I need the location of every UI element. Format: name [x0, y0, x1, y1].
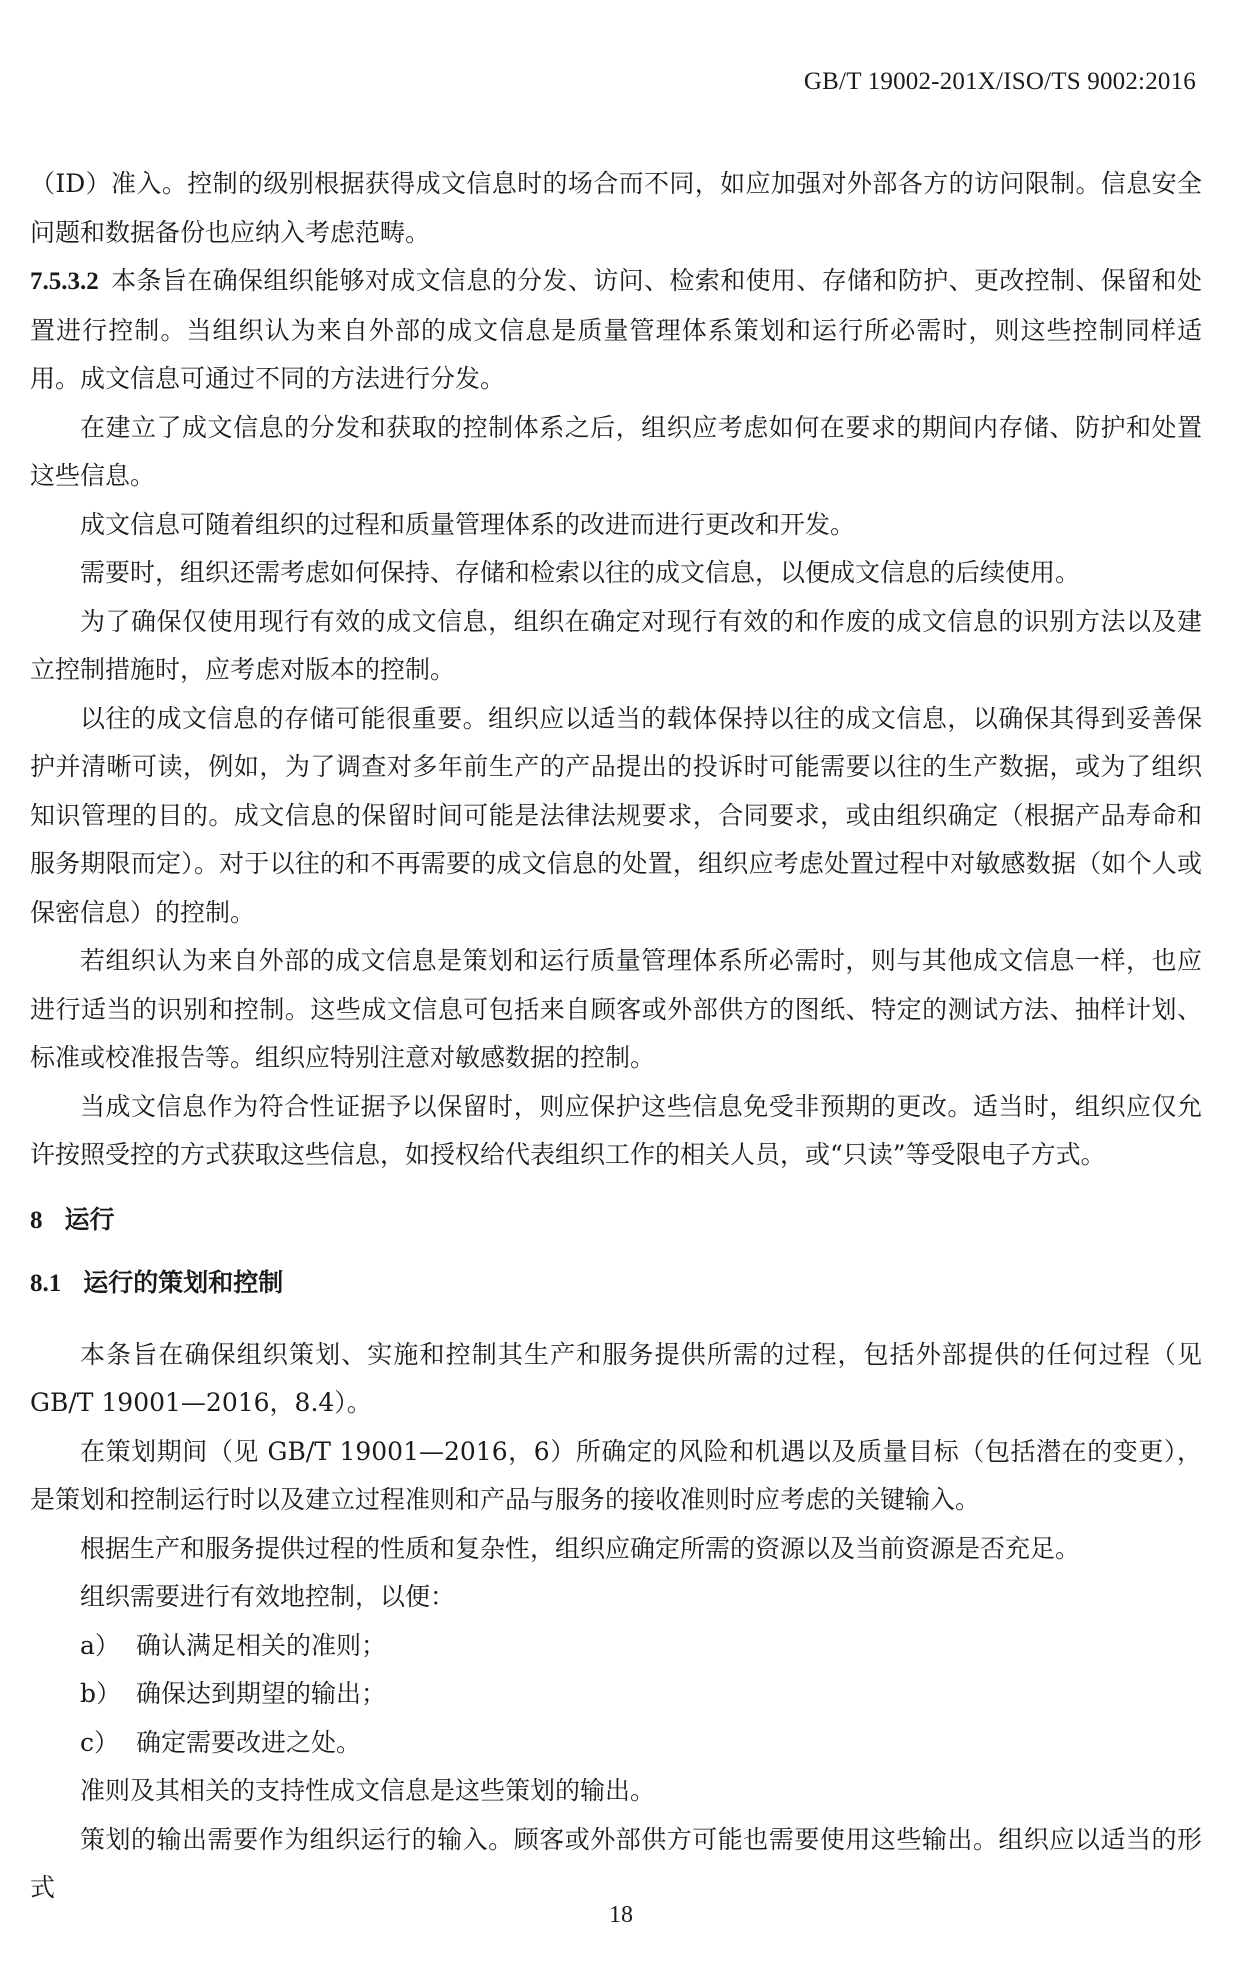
list-marker: b）: [80, 1679, 122, 1708]
list-text: 确认满足相关的准则；: [136, 1630, 387, 1660]
list-text: 确保达到期望的输出；: [136, 1679, 387, 1708]
section-8-heading: [30, 1196, 1202, 1246]
list-item: [30, 1670, 1202, 1719]
paragraph: 在策划期间（见 GB/T 19001—2016，6）所确定的风险和机遇以及质量目标（包括潜在的变更），是策划和控制运行时以及建立过程准则和产品与服务的接收准则时应考虑的关键输入。: [30, 1436, 1202, 1514]
section-number: 8: [30, 1206, 43, 1234]
paragraph: 组织需要进行有效地控制，以便：: [80, 1582, 456, 1611]
list-item: [30, 1622, 1202, 1671]
paragraph: 准则及其相关的支持性成文信息是这些策划的输出。: [80, 1776, 656, 1805]
section-title: 运行: [64, 1204, 115, 1234]
paragraph: 策划的输出需要作为组织运行的输入。顾客或外部供方可能也需要使用这些输出。组织应以适当的形式: [30, 1824, 1202, 1902]
section-number: 8.1: [30, 1270, 62, 1297]
clause-7-5-3-2: [30, 257, 1202, 404]
section-title: 运行的策划和控制: [83, 1268, 284, 1297]
page-number: 18: [609, 1902, 633, 1928]
clause-text: 本条旨在确保组织能够对成文信息的分发、访问、检索和使用、存储和防护、更改控制、保留和处置进行控制。当组织认为来自外部的成文信息是质量管理体系策划和运行所必需时，则这些控制同样适用。成文信息可通过不同的方法进行分发。: [30, 266, 1202, 393]
paragraph: 需要时，组织还需考虑如何保持、存储和检索以往的成文信息，以便成文信息的后续使用。: [80, 558, 1081, 587]
list-marker: a）: [80, 1630, 120, 1660]
list-text: 确定需要改进之处。: [136, 1727, 362, 1757]
paragraph: 为了确保仅使用现行有效的成文信息，组织在确定对现行有效的和作废的成文信息的识别方法以及建立控制措施时，应考虑对版本的控制。: [30, 606, 1202, 684]
section-8-1-heading: [30, 1259, 1202, 1309]
paragraph: 以往的成文信息的存储可能很重要。组织应以适当的载体保持以往的成文信息，以确保其得到妥善保护并清晰可读，例如，为了调查对多年前生产的产品提出的投诉时可能需要以往的生产数据，或为了组织知识管理的目的。成文信息的保留时间可能是法律法规要求，合同要求，或由组织确定（根据产品寿命和服务期限而定）。对于以往的和不再需要的成文信息的处置，组织应考虑处置过程中对敏感数据（如个人或保密信息）的控制。: [30, 703, 1202, 927]
document-body: [30, 160, 1202, 1913]
paragraph: 根据生产和服务提供过程的性质和复杂性，组织应确定所需的资源以及当前资源是否充足。: [80, 1533, 1081, 1563]
list-marker: c）: [80, 1727, 120, 1757]
paragraph: 在建立了成文信息的分发和获取的控制体系之后，组织应考虑如何在要求的期间内存储、防护和处置这些信息。: [30, 412, 1202, 490]
clause-number: 7.5.3.2: [30, 268, 99, 295]
paragraph: 成文信息可随着组织的过程和质量管理体系的改进而进行更改和开发。: [80, 509, 856, 539]
paragraph: （ID）准入。控制的级别根据获得成文信息时的场合而不同，如应加强对外部各方的访问限制。信息安全问题和数据备份也应纳入考虑范畴。: [30, 169, 1202, 247]
list-item: [30, 1719, 1202, 1768]
paragraph: 当成文信息作为符合性证据予以保留时，则应保护这些信息免受非预期的更改。适当时，组织应仅允许按照受控的方式获取这些信息，如授权给代表组织工作的相关人员，或“只读”等受限电子方式。: [30, 1091, 1202, 1169]
paragraph: 本条旨在确保组织策划、实施和控制其生产和服务提供所需的过程，包括外部提供的任何过程（见 GB/T 19001—2016，8.4）。: [30, 1339, 1202, 1417]
standard-code-header: GB/T 19002-201X/ISO/TS 9002:2016: [803, 68, 1196, 95]
paragraph: 若组织认为来自外部的成文信息是策划和运行质量管理体系所必需时，则与其他成文信息一样，也应进行适当的识别和控制。这些成文信息可包括来自顾客或外部供方的图纸、特定的测试方法、抽样计划、标准或校准报告等。组织应特别注意对敏感数据的控制。: [30, 946, 1202, 1072]
